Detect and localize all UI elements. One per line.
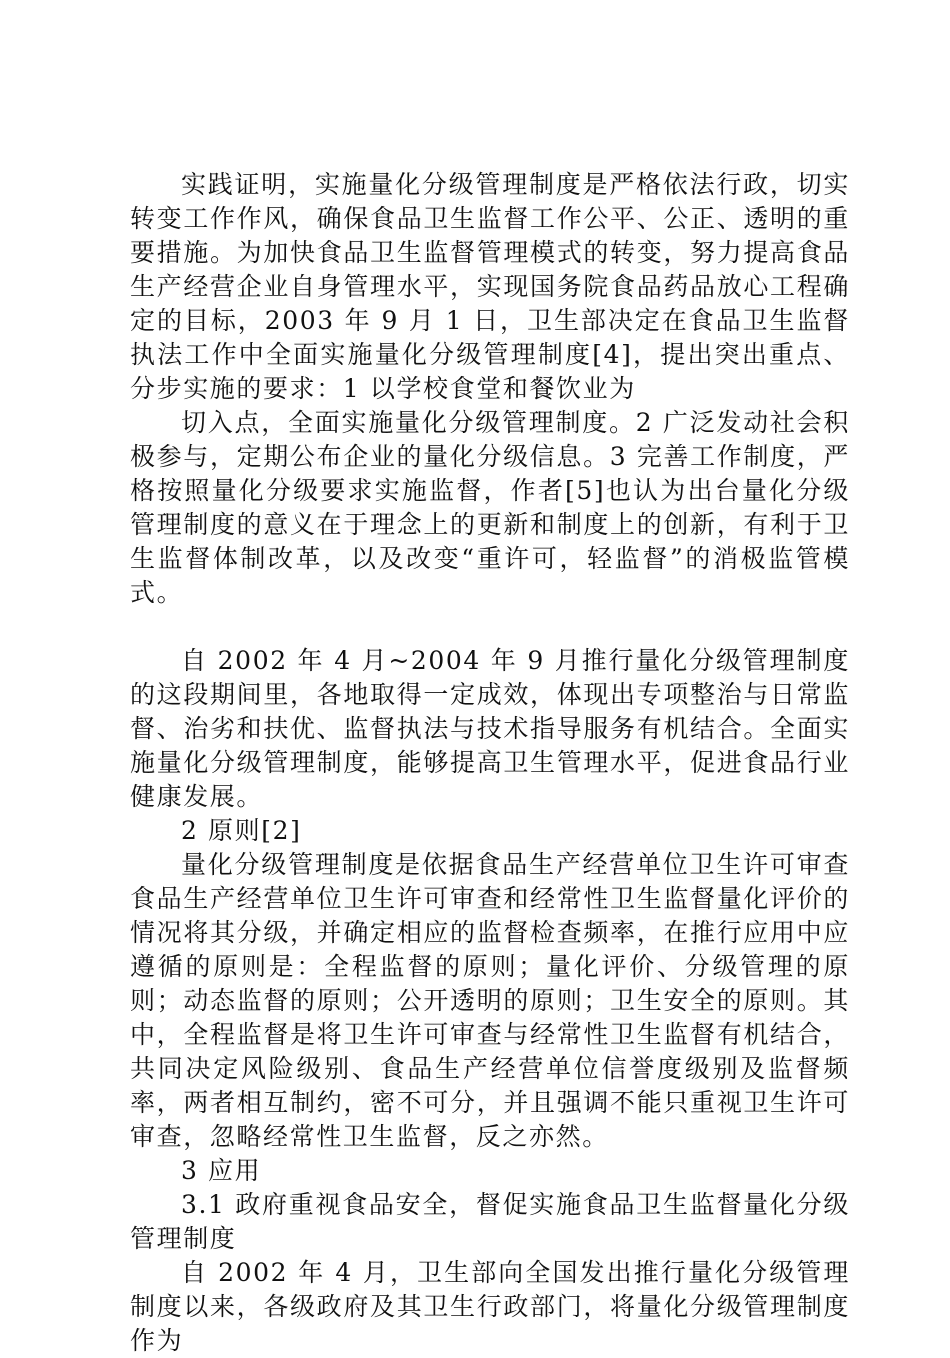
paragraph-entry-point: 切入点，全面实施量化分级管理制度。2 广泛发动社会积极参与，定期公布企业的量化分级信息。3 完善工作制度，严格按照量化分级要求实施监督，作者[5]也认为出台量化分级管理制度的意义在于理念上的更新和制度上的创新，有利于卫生监督体制改革，以及改变“重许可，轻监督”的消极监管模式。 bbox=[130, 408, 850, 607]
paragraph-implementation-period: 自 2002 年 4 月~2004 年 9 月推行量化分级管理制度的这段期间里，各地取得一定成效，体现出专项整治与日常监督、治劣和扶优、监督执法与技术指导服务有机结合。全面实施量化分级管理制度，能够提高卫生管理水平，促进食品行业健康发展。 bbox=[130, 646, 850, 811]
paragraph-principles: 量化分级管理制度是依据食品生产经营单位卫生许可审查食品生产经营单位卫生许可审查和经常性卫生监督量化评价的情况将其分级，并确定相应的监督检查频率，在推行应用中应遵循的原则是：全程监督的原则；量化评价、分级管理的原则；动态监督的原则；公开透明的原则；卫生安全的原则。其中，全程监督是将卫生许可审查与经常性卫生监督有机结合，共同决定风险级别、食品生产经营单位信誉度级别及监督频率，两者相互制约，密不可分，并且强调不能只重视卫生许可审查，忽略经常性卫生监督，反之亦然。 bbox=[130, 850, 850, 1151]
section-heading-principles: 2 原则[2] bbox=[181, 816, 302, 845]
subsection-heading-government: 3.1 政府重视食品安全，督促实施食品卫生监督量化分级管理制度 bbox=[130, 1190, 850, 1253]
document-body bbox=[130, 168, 850, 1358]
section-heading-application: 3 应用 bbox=[181, 1156, 262, 1185]
paragraph-practice-proof: 实践证明，实施量化分级管理制度是严格依法行政，切实转变工作作风，确保食品卫生监督工作公平、公正、透明的重要措施。为加快食品卫生监督管理模式的转变，努力提高食品生产经营企业自身管理水平，实现国务院食品药品放心工程确定的目标，2003 年 9 月 1 日，卫生部决定在食品卫生监督执法工作中全面实施量化分级管理制度[4]，提出突出重点、分步实施的要求：1 以学校食堂和餐饮业为 bbox=[130, 170, 850, 403]
paragraph-since-2002: 自 2002 年 4 月，卫生部向全国发出推行量化分级管理制度以来，各级政府及其卫生行政部门，将量化分级管理制度作为 bbox=[130, 1258, 850, 1355]
paragraph-spacer bbox=[130, 610, 850, 644]
